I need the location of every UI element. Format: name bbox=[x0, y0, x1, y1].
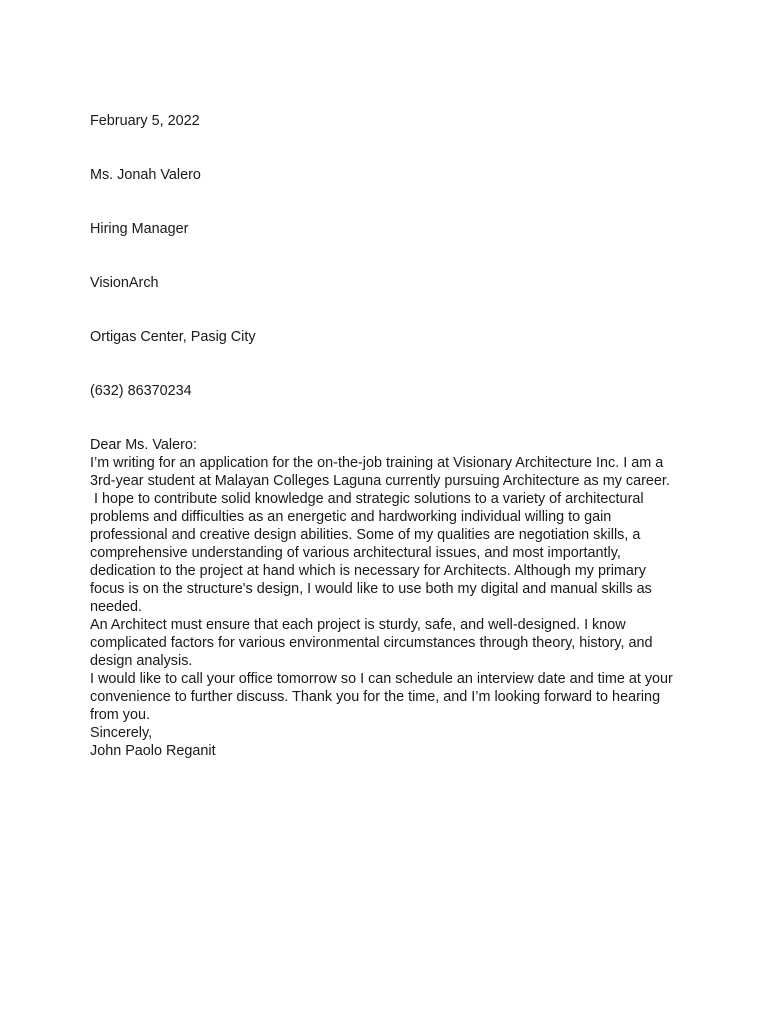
recipient-address: Ortigas Center, Pasig City bbox=[90, 329, 256, 345]
cover-letter bbox=[90, 112, 680, 760]
body-paragraph-1: I’m writing for an application for the on-the-job training at Visionary Architecture Inc. I am a 3rd-year student at Malayan Colleges Laguna currently pursuing Architecture as my career. bbox=[90, 455, 670, 489]
body-paragraph-2: I hope to contribute solid knowledge and strategic solutions to a variety of architectural problems and difficulties as an energetic and hardworking individual willing to gain professional and creative design abilities. Some of my qualities are negotiation skills, a comprehensive understanding of various architectural issues, and most importantly, dedication to the project at hand which is necessary for Architects. Although my primary focus is on the structure's design, I would like to use both my digital and manual skills as needed. bbox=[90, 491, 656, 615]
signature-name: John Paolo Reganit bbox=[90, 743, 216, 759]
recipient-company: VisionArch bbox=[90, 275, 159, 291]
body-paragraph-4: I would like to call your office tomorrow so I can schedule an interview date and time at your convenience to further discuss. Thank you for the time, and I’m looking forward to hearing from you. bbox=[90, 671, 677, 723]
letter-date: February 5, 2022 bbox=[90, 113, 200, 129]
body-paragraph-3: An Architect must ensure that each project is sturdy, safe, and well-designed. I know complicated factors for various environmental circumstances through theory, history, and design analysis. bbox=[90, 617, 657, 669]
recipient-phone: (632) 86370234 bbox=[90, 383, 192, 399]
recipient-title: Hiring Manager bbox=[90, 221, 189, 237]
recipient-name: Ms. Jonah Valero bbox=[90, 167, 201, 183]
recipient-block bbox=[90, 130, 680, 436]
salutation: Dear Ms. Valero: bbox=[90, 437, 197, 453]
closing: Sincerely, bbox=[90, 725, 153, 741]
